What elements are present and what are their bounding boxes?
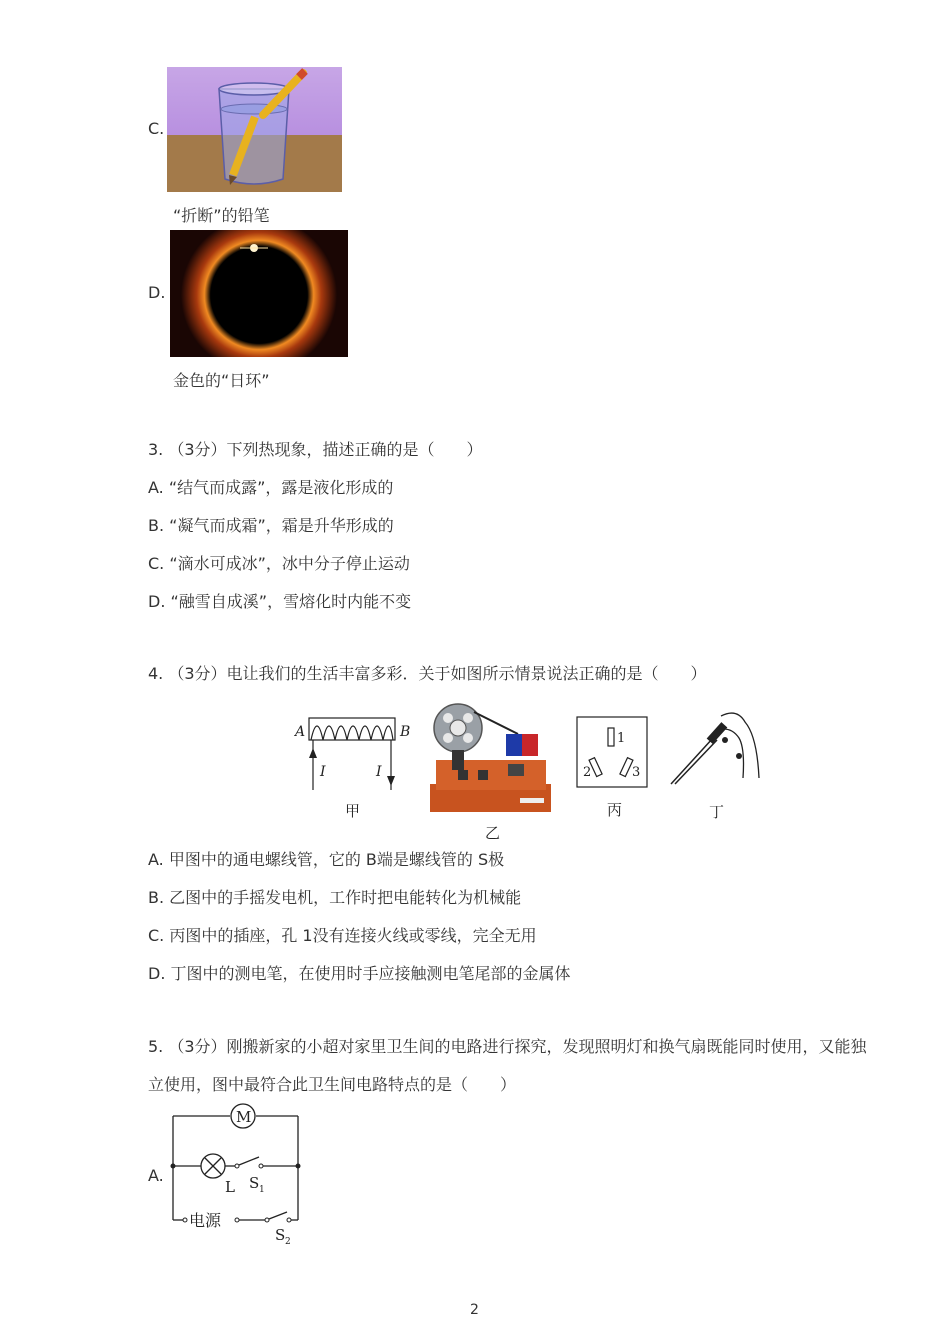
question-5-stem-line-1: 5. （3分）刚搬新家的小超对家里卫生间的电路进行探究，发现照明灯和换气扇既能同时使用，又能独 — [148, 1037, 867, 1056]
socket-figure — [576, 716, 648, 788]
solenoid-figure — [293, 712, 413, 792]
circuit-diagram-a — [165, 1102, 310, 1247]
current-label-left: I — [320, 764, 326, 780]
option-d-caption: 金色的“日环” — [173, 371, 270, 390]
test-pen-figure — [665, 708, 765, 788]
question-4-stem: 4. （3分）电让我们的生活丰富多彩．关于如图所示情景说法正确的是（ ） — [148, 664, 707, 683]
figure-yi-label: 乙 — [485, 824, 501, 842]
question-5-stem-line-2: 立使用，图中最符合此卫生间电路特点的是（ ） — [148, 1075, 517, 1094]
figure-ding-label: 丁 — [709, 803, 725, 821]
solar-eclipse-ring-image — [170, 230, 348, 357]
socket-hole-1: 1 — [617, 731, 626, 746]
switch-s1-subscript: 1 — [259, 1185, 265, 1195]
switch-s2-icon — [269, 1212, 287, 1219]
question-4-option-b: B. 乙图中的手摇发电机，工作时把电能转化为机械能 — [148, 888, 522, 907]
question-3-option-a: A. “结气而成露”，露是液化形成的 — [148, 478, 394, 497]
switch-s2-subscript: 2 — [285, 1237, 291, 1247]
question-3-option-c: C. “滴水可成冰”，冰中分子停止运动 — [148, 554, 410, 573]
question-4-option-d: D. 丁图中的测电笔，在使用时手应接触测电笔尾部的金属体 — [148, 964, 571, 983]
current-label-right: I — [376, 764, 382, 780]
question-4-option-a: A. 甲图中的通电螺线管，它的 B端是螺线管的 S极 — [148, 850, 505, 869]
switch-s1-label: S — [249, 1174, 260, 1192]
motor-label: M — [236, 1108, 252, 1126]
coil-label-b: B — [400, 724, 411, 740]
question-5-option-a-label: A. — [148, 1166, 164, 1185]
socket-hole-2: 2 — [583, 765, 592, 780]
lamp-label: L — [225, 1178, 235, 1196]
power-source-label: 电源 — [189, 1211, 222, 1230]
figure-jia-label: 甲 — [345, 802, 361, 820]
option-d-label: D. — [148, 283, 166, 302]
hand-generator-figure — [428, 702, 553, 814]
option-c-label: C. — [148, 119, 165, 138]
question-3-stem: 3. （3分）下列热现象，描述正确的是（ ） — [148, 440, 483, 459]
figure-bing-label: 丙 — [607, 801, 623, 819]
question-3-option-d: D. “融雪自成溪”，雪熔化时内能不变 — [148, 592, 412, 611]
question-3-option-b: B. “凝气而成霜”，霜是升华形成的 — [148, 516, 394, 535]
switch-s1-icon — [239, 1157, 259, 1165]
coil-label-a: A — [295, 724, 306, 740]
question-4-option-c: C. 丙图中的插座，孔 1没有连接火线或零线，完全无用 — [148, 926, 537, 945]
socket-hole-3: 3 — [632, 765, 641, 780]
switch-s2-label: S — [275, 1226, 286, 1244]
bent-pencil-image — [167, 67, 342, 192]
page-number: 2 — [470, 1302, 479, 1318]
option-c-caption: “折断”的铅笔 — [173, 206, 270, 225]
